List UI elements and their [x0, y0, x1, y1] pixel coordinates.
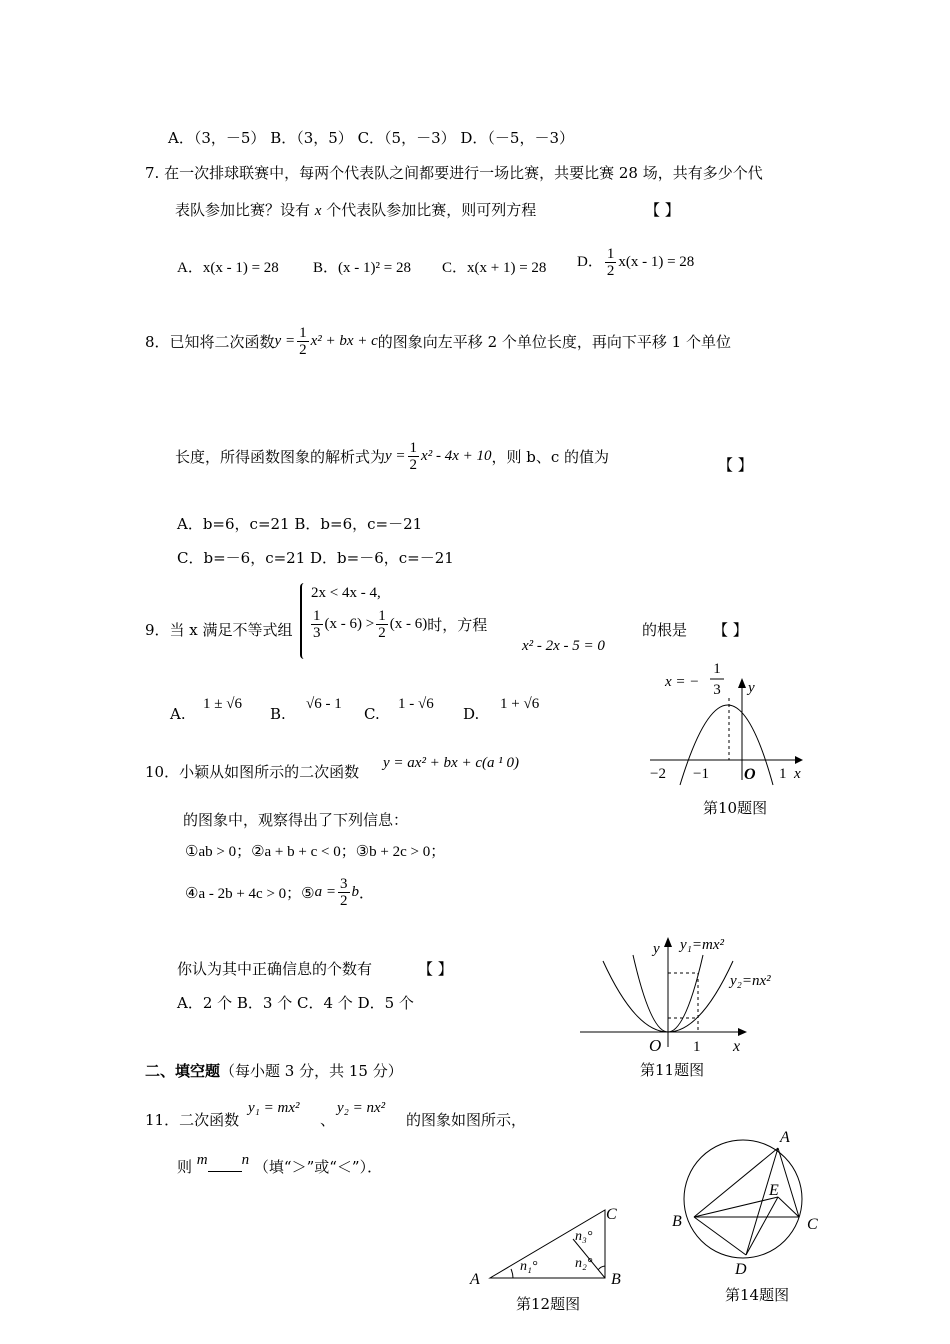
- fig11-tick-1: 1: [693, 1039, 701, 1055]
- q9-third-fraction: [311, 608, 323, 641]
- q7-half-den: 2: [606, 263, 615, 279]
- fig12-label-A: A: [470, 1271, 480, 1288]
- fig14-segment-DE: [746, 1197, 778, 1255]
- q8-func2-frac-num: 1: [409, 440, 418, 456]
- fig10-frac-num: 1: [713, 661, 721, 677]
- q9-half-den: 2: [378, 625, 386, 641]
- q11-y2: y₂ = nx²: [337, 1100, 386, 1116]
- q7-half-num: 1: [606, 246, 615, 262]
- q8-options-ab: A．b=6，c=21 B．b=6，c=－21: [177, 515, 423, 533]
- figure-11-parabolas: [575, 925, 805, 1060]
- q9-text-pre: 9．当 x 满足不等式组: [145, 621, 293, 639]
- q9-option-d: 1 + √6: [500, 696, 540, 712]
- q8-func2-frac-den: 2: [409, 457, 418, 473]
- q7-option-d-expr: x(x - 1) = 28: [618, 253, 695, 270]
- q9-text-mid: 时，方程: [427, 616, 488, 634]
- fig12-angle-arc-1: [511, 1269, 513, 1278]
- q7-var-x: x: [314, 203, 322, 219]
- fig11-label-y2: y₂=nx²: [730, 973, 771, 989]
- fig10-axis-label: x = −: [665, 674, 700, 690]
- q8-answer-bracket: 【 】: [718, 456, 753, 474]
- q9-third-num: 1: [313, 608, 321, 624]
- q8-func2-rhs: x² - 4x + 10: [421, 448, 492, 464]
- q11-line1-post: 的图象如图所示，: [406, 1111, 527, 1129]
- fig11-y-arrow: [664, 937, 672, 947]
- figure-10-parabola: [640, 650, 820, 790]
- q11-y1: y₁ = mx²: [248, 1100, 300, 1116]
- section2-heading: [145, 1061, 403, 1081]
- q10-info2-b: b: [351, 884, 359, 900]
- q8-func1-lhs: y =: [274, 333, 296, 349]
- fig12-label-n1: n₁°: [520, 1259, 538, 1274]
- fig11-label-y1: y₁=mx²: [680, 937, 724, 953]
- fig12-label-B: B: [611, 1271, 621, 1288]
- q7-option-d: [577, 246, 694, 279]
- q9-inequality-1: 2x < 4x - 4,: [311, 585, 381, 601]
- section2-title: 二、填空题: [145, 1062, 221, 1080]
- q7-answer-bracket: 【 】: [645, 201, 680, 219]
- q10-info2: [185, 876, 374, 909]
- fig10-tick-1: 1: [779, 766, 787, 782]
- fig10-x-arrow: [795, 756, 803, 764]
- q7-line2: [175, 200, 536, 221]
- fig11-x-arrow: [738, 1028, 747, 1036]
- q8-func1-rhs: x² + bx + c: [310, 333, 378, 349]
- section2-note: （每小题 3 分，共 15 分）: [220, 1062, 403, 1080]
- q9-option-d-label: D.: [463, 705, 480, 723]
- q11-separator: 、: [320, 1111, 336, 1129]
- q9-system-brace: [300, 583, 308, 659]
- q9-option-a: 1 ± √6: [203, 696, 242, 712]
- q11-m: m: [196, 1152, 208, 1168]
- figure-14-circle: [668, 1122, 828, 1282]
- q8-line1-post: 的图象向左平移 2 个单位长度，再向下平移 1 个单位: [377, 333, 731, 351]
- fig12-caption: 第12题图: [516, 1295, 581, 1313]
- q10-info2-end: ．: [359, 886, 375, 902]
- q11-line2: [177, 1152, 383, 1178]
- q11-line2-post: （填“＞”或“＜”）．: [253, 1158, 383, 1176]
- q7-option-a: A．x(x - 1) = 28: [177, 260, 279, 276]
- fig10-frac-den: 3: [713, 682, 721, 698]
- fig10-tick-minus-2: −2: [650, 766, 666, 782]
- fig11-origin: O: [649, 1036, 662, 1055]
- fig10-x-label: x: [794, 766, 801, 782]
- fig14-circle: [684, 1140, 802, 1258]
- fig12-label-n2: n₂°: [575, 1256, 593, 1271]
- q11-answer-blank[interactable]: [208, 1157, 242, 1172]
- q9-third-den: 3: [313, 625, 321, 641]
- q10-three-halves: [338, 876, 350, 909]
- fig12-angle-arc-2: [598, 1266, 605, 1270]
- q8-func1-frac-num: 1: [299, 325, 307, 341]
- q10-info2-a: a =: [314, 884, 336, 900]
- q7-line2-a: 表队参加比赛？设有: [175, 201, 315, 219]
- fig10-y-arrow: [738, 678, 746, 688]
- q10-answer-bracket: 【 】: [418, 960, 453, 978]
- q6-options: A．（3，－5） B．（3，5） C．（5，－3） D．（－5，－3）: [168, 129, 575, 147]
- q11-n: n: [241, 1152, 250, 1168]
- q7-line1: 7. 在一次排球联赛中，每两个代表队之间都要进行一场比赛，共要比赛 28 场，共有多少个代: [145, 164, 763, 182]
- fig11-x-label: x: [733, 1038, 741, 1055]
- q8-line1-pre: 8．已知将二次函数: [145, 333, 275, 351]
- q10-line1: 10．小颖从如图所示的二次函数: [145, 763, 360, 781]
- fig11-caption: 第11题图: [640, 1061, 705, 1079]
- figure-12-triangle: [465, 1200, 635, 1295]
- q11-line2-pre: 则: [177, 1158, 193, 1176]
- q7-half-fraction: [605, 246, 617, 279]
- fig14-label-E: E: [769, 1182, 779, 1199]
- q9-option-b-label: B.: [270, 705, 286, 723]
- q9-option-a-label: A.: [170, 705, 186, 723]
- q7-line2-b: 个代表队参加比赛，则可列方程: [321, 201, 537, 219]
- fig14-label-C: C: [807, 1216, 818, 1233]
- q10-info1: ①ab > 0；②a + b + c < 0；③b + 2c > 0；: [185, 844, 446, 860]
- q9-equation: x² - 2x - 5 = 0: [522, 638, 605, 654]
- q8-line2: [175, 440, 609, 473]
- q8-line2-post: ，则 b、c 的值为: [491, 448, 610, 466]
- q10-info2-pre: ④a - 2b + 4c > 0；⑤: [185, 886, 315, 902]
- q8-line2-pre: 长度，所得函数图象的解析式为: [175, 448, 386, 466]
- q9-option-c: 1 - √6: [398, 696, 434, 712]
- q10-options: A．2 个 B．3 个 C．4 个 D．5 个: [177, 994, 414, 1012]
- q8-func2-frac: [408, 440, 420, 473]
- fig14-label-B: B: [672, 1213, 682, 1230]
- q9-ineq2-b: (x - 6): [389, 616, 428, 632]
- q8-func2-lhs: y =: [385, 448, 406, 464]
- q10-line2: 的图象中，观察得出了下列信息：: [183, 811, 409, 829]
- q8-func1-frac: [297, 325, 309, 358]
- fig14-segment-AD: [746, 1148, 778, 1255]
- fig10-y-label: y: [748, 680, 755, 696]
- fig11-y-label: y: [653, 941, 660, 957]
- q9-inequality-2: [311, 608, 487, 641]
- q9-option-c-label: C.: [364, 705, 380, 723]
- fig10-caption: 第10题图: [703, 799, 768, 817]
- fig14-label-A: A: [780, 1129, 790, 1146]
- q10-function: y = ax² + bx + c(a ¹ 0): [383, 755, 519, 771]
- q7-option-b: B．(x - 1)² = 28: [313, 260, 411, 276]
- fig12-label-C: C: [606, 1206, 617, 1223]
- q10-three: 3: [340, 876, 348, 892]
- fig14-label-D: D: [735, 1261, 747, 1278]
- q10-question: 你认为其中正确信息的个数有: [177, 960, 373, 978]
- q11-line1-pre: 11．二次函数: [145, 1111, 240, 1129]
- fig10-tick-minus-1: −1: [693, 766, 709, 782]
- q9-text-post: 的根是: [642, 621, 688, 639]
- fig12-label-n3: n₃°: [575, 1229, 593, 1244]
- q9-half-fraction: [376, 608, 388, 641]
- q8-options-cd: C．b=－6，c=21 D．b=－6，c=－21: [177, 549, 454, 567]
- q9-option-b: √6 - 1: [306, 696, 342, 712]
- fig10-origin: O: [744, 766, 756, 783]
- q8-func1-frac-den: 2: [299, 342, 307, 358]
- q7-option-d-label: D．: [577, 253, 603, 270]
- q9-half-num: 1: [378, 608, 386, 624]
- q7-option-c: C．x(x + 1) = 28: [442, 260, 547, 276]
- q9-ineq2-a: (x - 6) >: [324, 616, 375, 632]
- q10-two: 2: [340, 893, 348, 909]
- q8-line1: [145, 325, 731, 358]
- fig14-segment-BD: [694, 1217, 746, 1255]
- q9-answer-bracket: 【 】: [713, 621, 748, 639]
- fig14-caption: 第14题图: [725, 1286, 790, 1304]
